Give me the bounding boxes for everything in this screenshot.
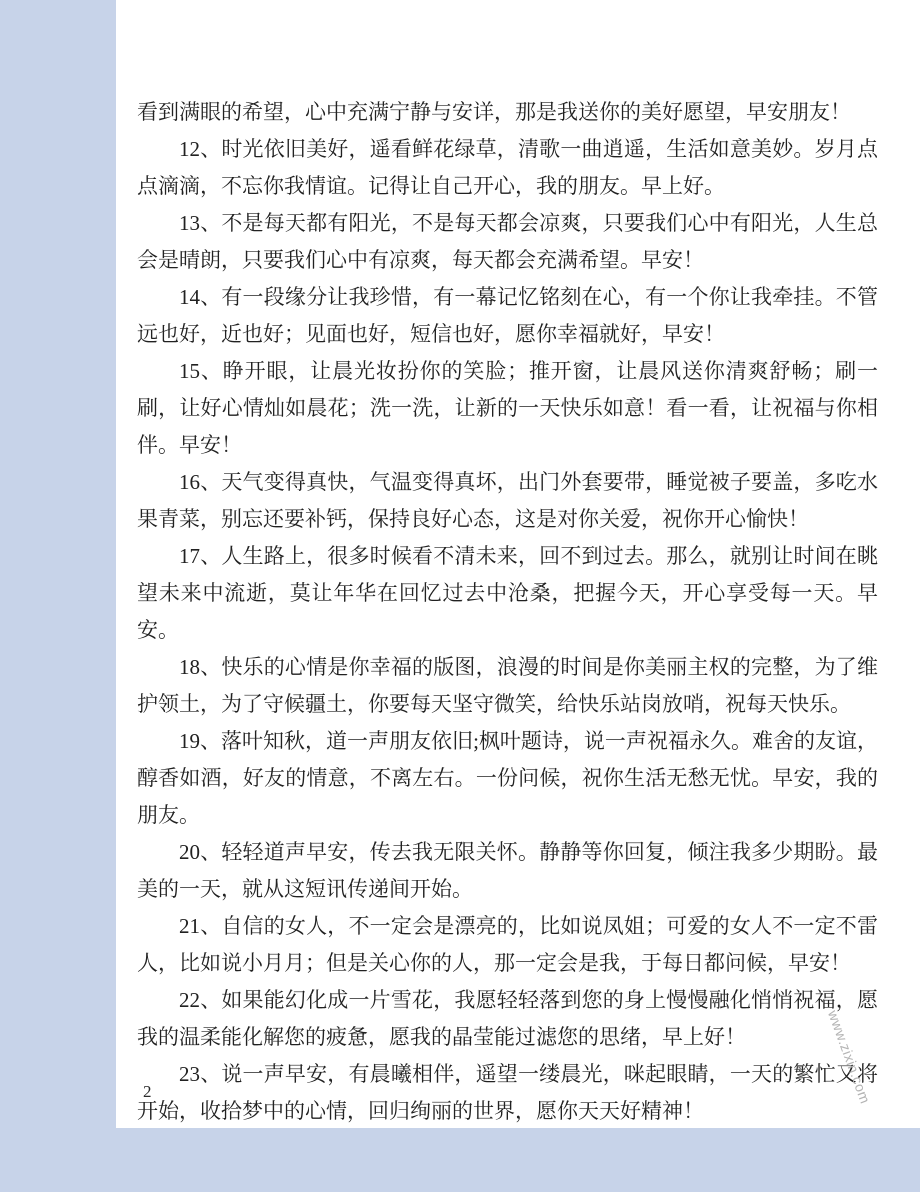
page-number: 2 bbox=[143, 1082, 152, 1101]
paragraph-18: 18、快乐的心情是你幸福的版图，浪漫的时间是你美丽主权的完整，为了维护领土，为了守候疆土，你要每天坚守微笑，给快乐站岗放哨，祝每天快乐。 bbox=[137, 655, 878, 716]
paragraph-19: 19、落叶知秋，道一声朋友依旧;枫叶题诗，说一声祝福永久。难舍的友谊，醇香如酒，好友的情意，不离左右。一份问候，祝你生活无愁无忧。早安，我的朋友。 bbox=[137, 729, 878, 827]
paragraph-13: 13、不是每天都有阳光，不是每天都会凉爽，只要我们心中有阳光，人生总会是晴朗，只要我们心中有凉爽，每天都会充满希望。早安！ bbox=[137, 211, 878, 272]
paragraph-14: 14、有一段缘分让我珍惜，有一幕记忆铭刻在心，有一个你让我牵挂。不管远也好，近也好；见面也好，短信也好，愿你幸福就好，早安！ bbox=[137, 285, 878, 346]
paragraph-23: 23、说一声早安，有晨曦相伴，遥望一缕晨光，咪起眼睛，一天的繁忙又将开始，收拾梦中的心情，回归绚丽的世界，愿你天天好精神！ bbox=[137, 1062, 878, 1123]
document-page bbox=[116, 0, 920, 1128]
paragraph-21: 21、自信的女人，不一定会是漂亮的，比如说凤姐；可爱的女人不一定不雷人，比如说小月月；但是关心你的人，那一定会是我，于每日都问候，早安！ bbox=[137, 914, 878, 975]
watermark: www.zixin.com bbox=[824, 1008, 874, 1106]
document-text bbox=[137, 94, 878, 1130]
paragraph-12: 12、时光依旧美好，遥看鲜花绿草，清歌一曲逍遥，生活如意美妙。岁月点点滴滴，不忘你我情谊。记得让自己开心，我的朋友。早上好。 bbox=[137, 137, 878, 198]
paragraph-continuation: 看到满眼的希望，心中充满宁静与安详，那是我送你的美好愿望，早安朋友！ bbox=[137, 100, 851, 124]
paragraph-22: 22、如果能幻化成一片雪花，我愿轻轻落到您的身上慢慢融化悄悄祝福，愿我的温柔能化解您的疲惫，愿我的晶莹能过滤您的思绪，早上好！ bbox=[137, 988, 878, 1049]
paragraph-17: 17、人生路上，很多时候看不清未来，回不到过去。那么，就别让时间在眺望未来中流逝，莫让年华在回忆过去中沧桑，把握今天，开心享受每一天。早安。 bbox=[137, 544, 878, 642]
paragraph-20: 20、轻轻道声早安，传去我无限关怀。静静等你回复，倾注我多少期盼。最美的一天，就从这短讯传递间开始。 bbox=[137, 840, 878, 901]
paragraph-15: 15、睁开眼，让晨光妆扮你的笑脸；推开窗，让晨风送你清爽舒畅；刷一刷，让好心情灿如晨花；洗一洗，让新的一天快乐如意！看一看，让祝福与你相伴。早安！ bbox=[137, 359, 878, 457]
paragraph-16: 16、天气变得真快，气温变得真坏，出门外套要带，睡觉被子要盖，多吃水果青菜，别忘还要补钙，保持良好心态，这是对你关爱，祝你开心愉快！ bbox=[137, 470, 878, 531]
